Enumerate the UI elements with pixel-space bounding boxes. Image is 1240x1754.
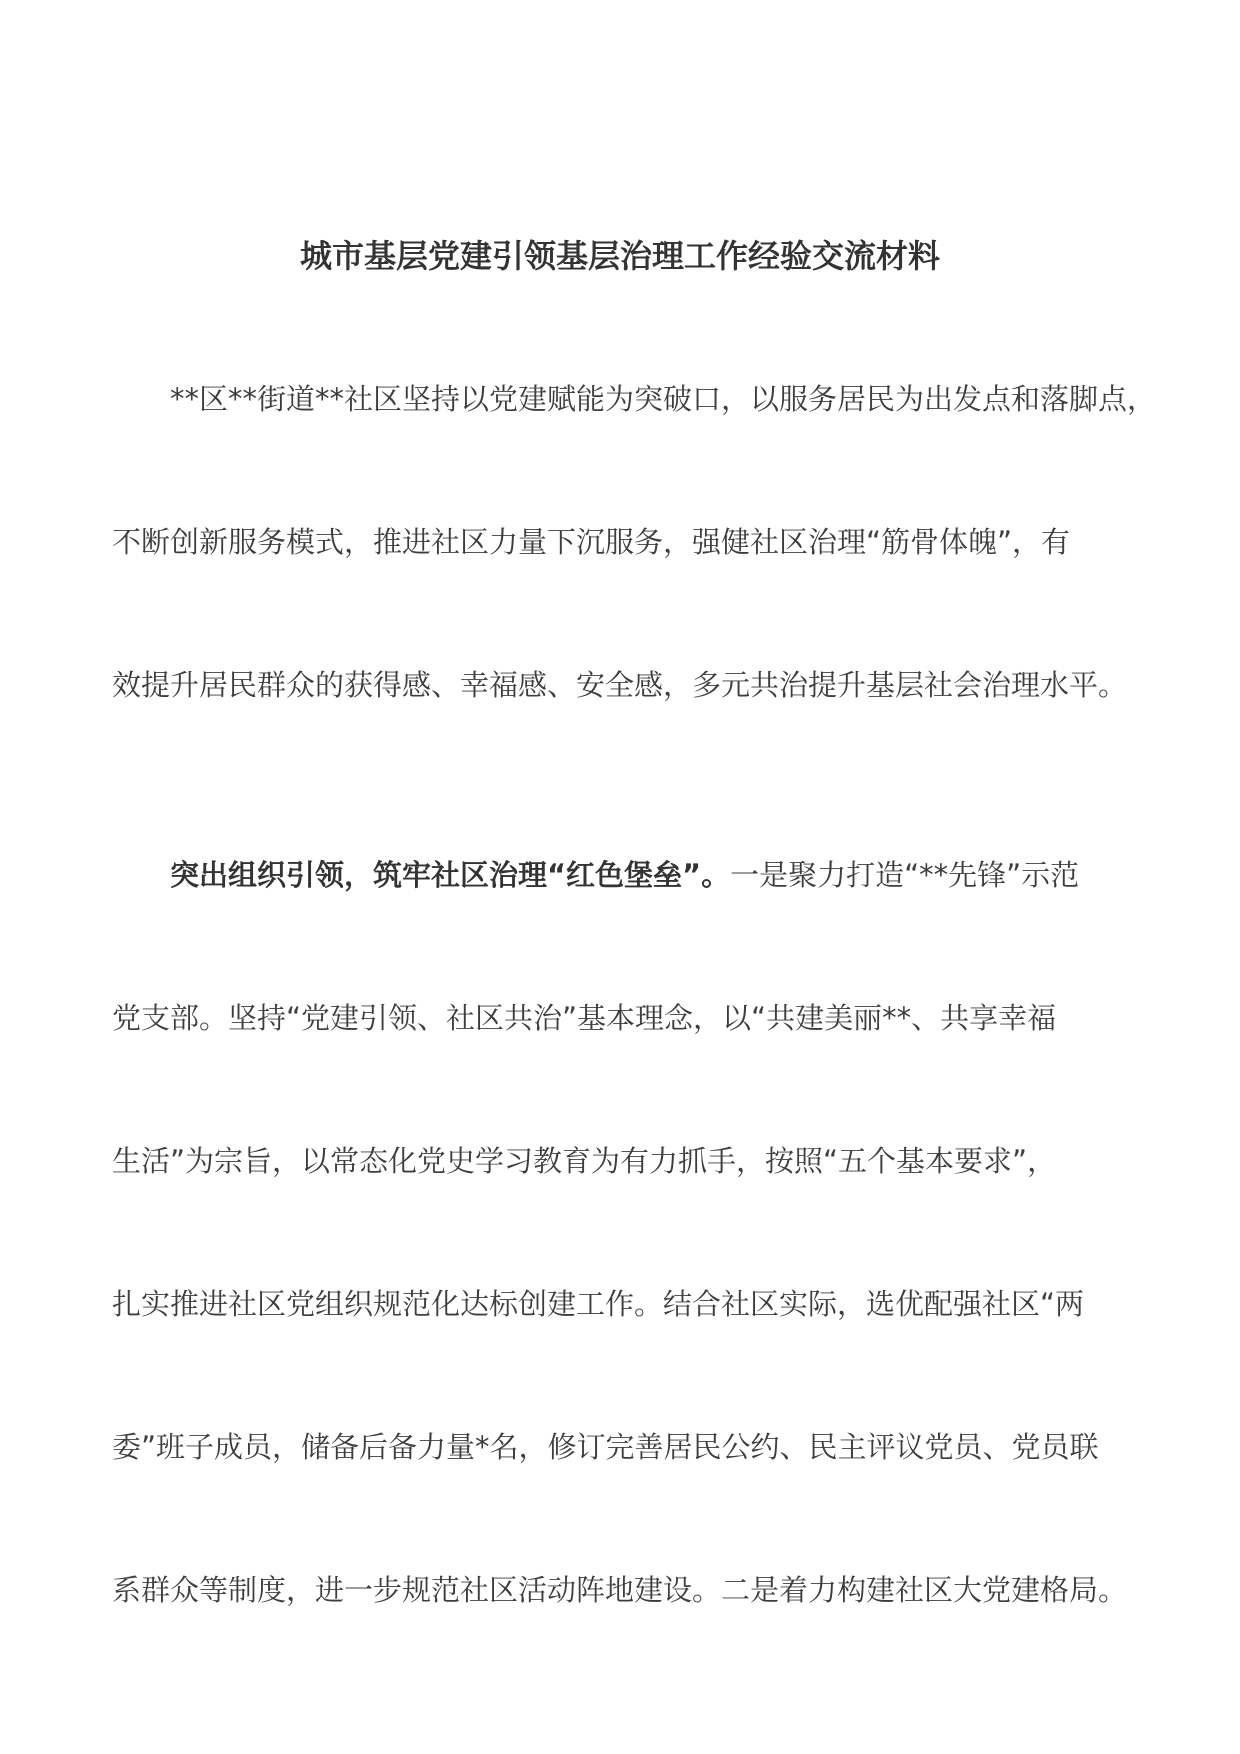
- paragraph-line: [112, 804, 1172, 947]
- paragraph-organization: [112, 804, 1172, 1662]
- paragraph-line: 系群众等制度，进一步规范社区活动阵地建设。二是着力构建社区大党建格局。: [112, 1573, 1128, 1607]
- paragraph-line: 党支部。坚持“党建引领、社区共治”基本理念，以“共建美丽**、共享幸福: [112, 1001, 1057, 1035]
- paragraph-text: 一是聚力打造“**先锋”示范: [730, 858, 1080, 892]
- paragraph-line: 效提升居民群众的获得感、幸福感、安全感，多元共治提升基层社会治理水平。: [112, 668, 1128, 702]
- paragraph-line: 委”班子成员，储备后备力量*名，修订完善居民公约、民主评议党员、党员联: [112, 1430, 1099, 1464]
- paragraph-line: 不断创新服务模式，推进社区力量下沉服务，强健社区治理“筋骨体魄”，有: [112, 525, 1071, 559]
- paragraph-line: 生活”为宗旨，以常态化党史学习教育为有力抓手，按照“五个基本要求”，: [112, 1144, 1057, 1178]
- paragraph-line: **区**街道**社区坚持以党建赋能为突破口，以服务居民为出发点和落脚点，: [170, 382, 1157, 416]
- paragraph-intro: [112, 328, 1172, 757]
- document-title: 城市基层党建引领基层治理工作经验交流材料: [299, 237, 940, 275]
- section-heading: 突出组织引领，筑牢社区治理“红色堡垒”。: [170, 858, 731, 892]
- paragraph-line: 扎实推进社区党组织规范化达标创建工作。结合社区实际，选优配强社区“两: [112, 1287, 1085, 1321]
